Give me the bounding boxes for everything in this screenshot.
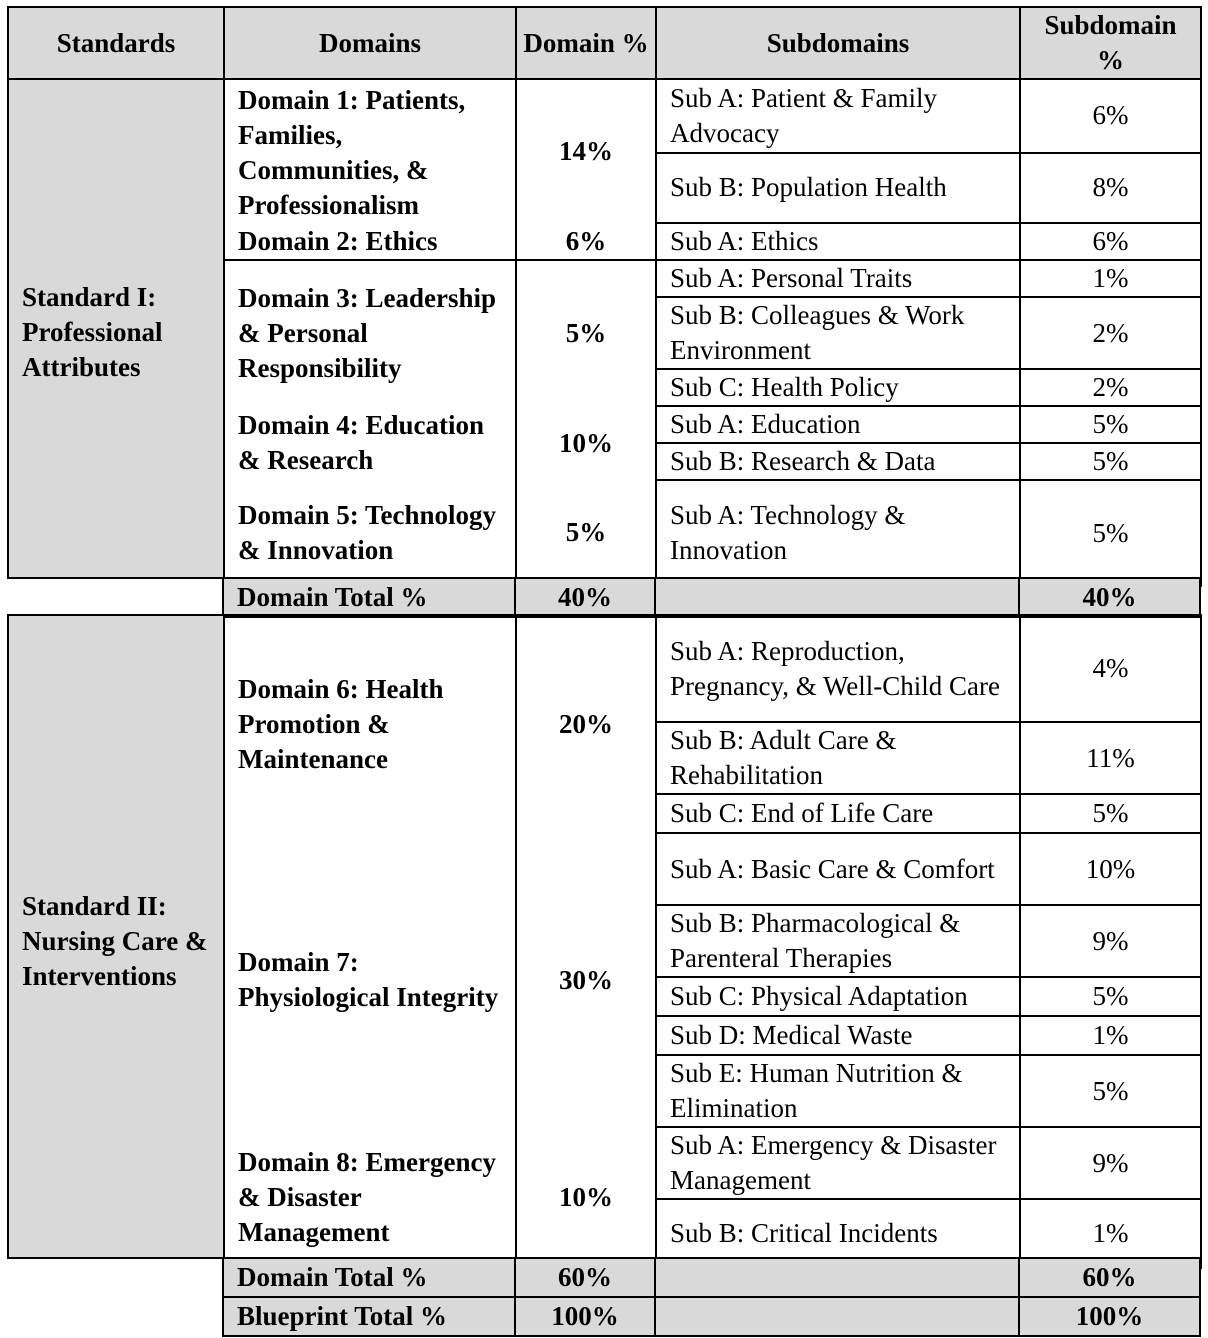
d7-subA-name: Sub A: Basic Care & Comfort: [656, 833, 1020, 905]
d8-subB-name: Sub B: Critical Incidents: [656, 1199, 1020, 1268]
table-row-total-1: [7, 578, 1200, 617]
domain-6-name: Domain 6: Health Promotion & Maintenance: [224, 615, 516, 833]
d6-subA-pct: 4%: [1020, 615, 1201, 722]
blueprint-table-continued: [7, 577, 1201, 618]
d8-subA-name: Sub A: Emergency & Disaster Management: [656, 1127, 1020, 1199]
domain-4-pct: 10%: [516, 406, 656, 480]
d7-subB-pct: 9%: [1020, 905, 1201, 977]
d6-subA-name: Sub A: Reproduction, Pregnancy, & Well-Child Care: [656, 615, 1020, 722]
domain-7-name: Domain 7: Physiological Integrity: [224, 833, 516, 1127]
standard-2-total-sub-pct: 60%: [1019, 1258, 1200, 1297]
blueprint-table-totals: [7, 1257, 1201, 1337]
d6-subC-name: Sub C: End of Life Care: [656, 794, 1020, 833]
standard-1-total-empty: [655, 578, 1019, 617]
domain-7-pct: 30%: [516, 833, 656, 1127]
domain-8-pct: 10%: [516, 1127, 656, 1268]
blueprint-total-pct: 100%: [515, 1297, 655, 1336]
standard-2-total-label: Domain Total %: [223, 1258, 515, 1297]
standard-1-total-sub-pct: 40%: [1019, 578, 1200, 617]
d4-subB-name: Sub B: Research & Data: [656, 443, 1020, 480]
header-domain-pct: Domain %: [516, 7, 656, 79]
header-subdomains: Subdomains: [656, 7, 1020, 79]
standard-1-total-pct: 40%: [515, 578, 655, 617]
d3-subC-name: Sub C: Health Policy: [656, 369, 1020, 406]
d1-subA-name: Sub A: Patient & Family Advocacy: [656, 79, 1020, 153]
domain-3-pct: 5%: [516, 260, 656, 406]
d6-subB-pct: 11%: [1020, 722, 1201, 794]
d7-subC-pct: 5%: [1020, 977, 1201, 1016]
header-subdomain-pct: Subdomain %: [1020, 7, 1201, 79]
blueprint-table-standard-2: [7, 614, 1202, 1269]
standard-1-label: Standard I: Professional Attributes: [8, 79, 224, 586]
blueprint-total-label: Blueprint Total %: [223, 1297, 515, 1336]
d7-subD-name: Sub D: Medical Waste: [656, 1016, 1020, 1055]
standard-2-total-empty: [655, 1258, 1019, 1297]
d7-subB-name: Sub B: Pharmacological & Parenteral Therapies: [656, 905, 1020, 977]
d8-subB-pct: 1%: [1020, 1199, 1201, 1268]
d7-subE-name: Sub E: Human Nutrition & Elimination: [656, 1055, 1020, 1127]
standard-2-label: Standard II: Nursing Care & Interventions: [8, 615, 224, 1268]
d2-subA-pct: 6%: [1020, 223, 1201, 260]
d3-subB-name: Sub B: Colleagues & Work Environment: [656, 297, 1020, 369]
blueprint-table: [7, 6, 1202, 587]
domain-8-name: Domain 8: Emergency & Disaster Management: [224, 1127, 516, 1268]
d4-subB-pct: 5%: [1020, 443, 1201, 480]
domain-4-name: Domain 4: Education & Research: [224, 406, 516, 480]
d4-subA-pct: 5%: [1020, 406, 1201, 443]
table-row: [8, 615, 1201, 722]
blueprint-total-sub-pct: 100%: [1019, 1297, 1200, 1336]
header-row: [8, 7, 1201, 79]
d3-subC-pct: 2%: [1020, 369, 1201, 406]
d3-subA-name: Sub A: Personal Traits: [656, 260, 1020, 297]
d2-subA-name: Sub A: Ethics: [656, 223, 1020, 260]
d7-subC-name: Sub C: Physical Adaptation: [656, 977, 1020, 1016]
d7-subD-pct: 1%: [1020, 1016, 1201, 1055]
d1-subB-name: Sub B: Population Health: [656, 153, 1020, 223]
domain-5-pct: 5%: [516, 480, 656, 586]
header-domains: Domains: [224, 7, 516, 79]
blank-cell: [7, 578, 223, 617]
d7-subE-pct: 5%: [1020, 1055, 1201, 1127]
d4-subA-name: Sub A: Education: [656, 406, 1020, 443]
d3-subA-pct: 1%: [1020, 260, 1201, 297]
domain-1-name: Domain 1: Patients, Families, Communities, & Professionalism: [224, 79, 516, 223]
domain-2-name: Domain 2: Ethics: [224, 223, 516, 260]
d6-subB-name: Sub B: Adult Care & Rehabilitation: [656, 722, 1020, 794]
d6-subC-pct: 5%: [1020, 794, 1201, 833]
d5-subA-name: Sub A: Technology & Innovation: [656, 480, 1020, 586]
domain-1-pct: 14%: [516, 79, 656, 223]
d5-subA-pct: 5%: [1020, 480, 1201, 586]
domain-3-name: Domain 3: Leadership & Personal Responsibility: [224, 260, 516, 406]
table-row: [8, 79, 1201, 153]
standard-2-total-pct: 60%: [515, 1258, 655, 1297]
d8-subA-pct: 9%: [1020, 1127, 1201, 1199]
domain-6-pct: 20%: [516, 615, 656, 833]
blueprint-total-empty: [655, 1297, 1019, 1336]
domain-5-name: Domain 5: Technology & Innovation: [224, 480, 516, 586]
d1-subB-pct: 8%: [1020, 153, 1201, 223]
d3-subB-pct: 2%: [1020, 297, 1201, 369]
table-row-total-2: [7, 1258, 1200, 1297]
domain-2-pct: 6%: [516, 223, 656, 260]
header-standards: Standards: [8, 7, 224, 79]
d1-subA-pct: 6%: [1020, 79, 1201, 153]
standard-1-total-label: Domain Total %: [223, 578, 515, 617]
d7-subA-pct: 10%: [1020, 833, 1201, 905]
blank-cell: [7, 1258, 223, 1336]
